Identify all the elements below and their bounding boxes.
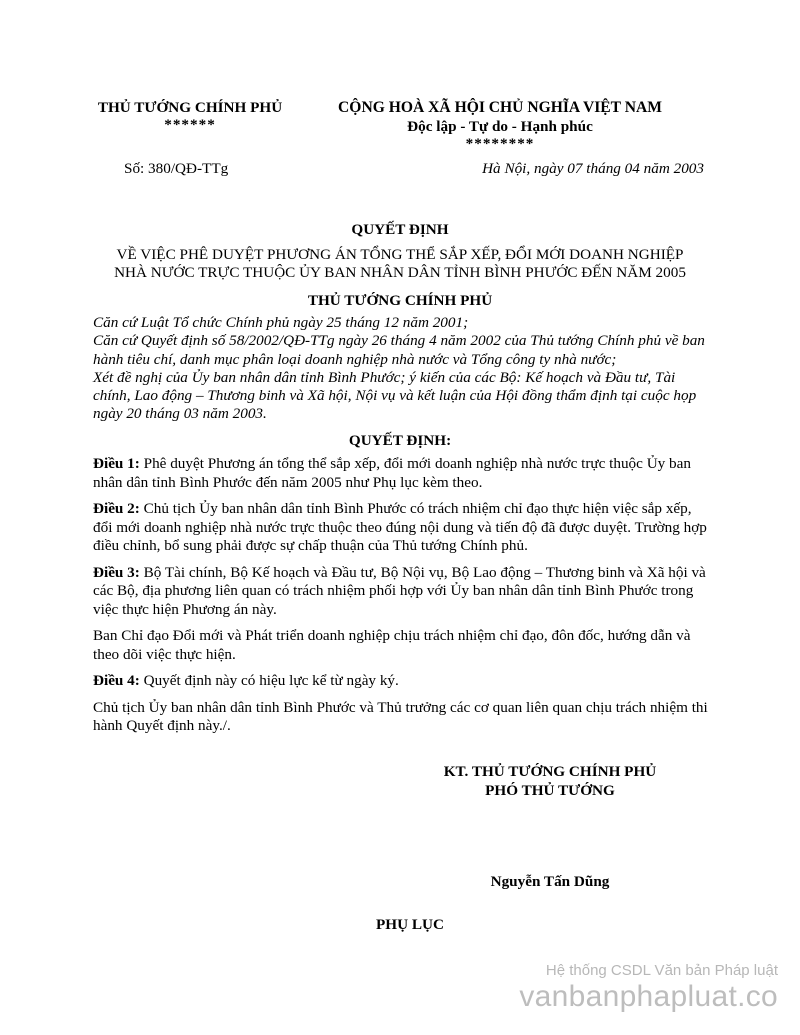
article-text: Bộ Tài chính, Bộ Kế hoạch và Đầu tư, Bộ Nội vụ, Bộ Lao động – Thương binh và Xã hội và các Bộ, địa phương liên quan có trách nhiệm phối hợp với Ủy ban nhân dân tỉnh Bình Phước trong việc thực hiện Phương án này. <box>93 563 706 618</box>
article-text: Ban Chỉ đạo Đổi mới và Phát triển doanh nghiệp chịu trách nhiệm chỉ đạo, đôn đốc, hướng dẫn và theo dõi việc thực hiện. <box>93 627 691 663</box>
watermark <box>519 962 778 1014</box>
signature-position: PHÓ THỦ TƯỚNG <box>485 782 615 799</box>
article-label: Điều 3: <box>93 563 140 581</box>
article-4 <box>93 672 713 691</box>
document-number: Số: 380/QĐ-TTg <box>124 160 229 177</box>
subject-line-2: NHÀ NƯỚC TRỰC THUỘC ỦY BAN NHÂN DÂN TỈNH BÌNH PHƯỚC ĐẾN NĂM 2005 <box>114 264 686 281</box>
articles <box>93 455 713 744</box>
issuer-name: THỦ TƯỚNG CHÍNH PHỦ <box>97 99 283 116</box>
watermark-line-2: vanbanphapluat.co <box>519 980 778 1013</box>
legal-bases <box>93 314 713 424</box>
decide-heading: QUYẾT ĐỊNH: <box>348 432 452 449</box>
article-3 <box>93 564 713 620</box>
article-text: Chủ tịch Ủy ban nhân dân tỉnh Bình Phước có trách nhiệm chỉ đạo thực hiện việc sắp xếp, đổi mới doanh nghiệp nhà nước trực thuộc theo đúng nội dung và tiến độ đã được duyệt. Trường hợp điều chỉnh, bổ sung phải được sự chấp thuận của Thủ tướng Chính phủ. <box>93 500 707 554</box>
authority-heading: THỦ TƯỚNG CHÍNH PHỦ <box>307 292 493 309</box>
article-text: Quyết định này có hiệu lực kể từ ngày ký. <box>139 672 399 689</box>
watermark-line-1: Hệ thống CSDL Văn bản Pháp luật <box>545 962 778 979</box>
article-text: Chủ tịch Ủy ban nhân dân tỉnh Bình Phước và Thủ trưởng các cơ quan liên quan chịu trách nhiệm thi hành Quyết định này./. <box>93 698 708 734</box>
nation-block <box>300 98 700 151</box>
motto-stars: ******** <box>465 135 535 152</box>
article-label: Điều 2: <box>93 500 140 517</box>
issuer-block <box>60 98 320 132</box>
nation-title: CỘNG HOÀ XÃ HỘI CHỦ NGHĨA VIỆT NAM <box>338 99 662 116</box>
title-block <box>60 220 740 310</box>
document-type: QUYẾT ĐỊNH <box>351 221 449 238</box>
article-1 <box>93 455 713 492</box>
signer-name: Nguyễn Tấn Dũng <box>490 873 610 890</box>
appendix-title: PHỤ LỤC <box>376 916 444 933</box>
basis-item: Căn cứ Luật Tổ chức Chính phủ ngày 25 tháng 12 năm 2001; <box>93 314 469 331</box>
article-2 <box>93 500 713 556</box>
signature-block <box>390 762 710 800</box>
article-label: Điều 4: <box>93 672 140 689</box>
subject-line-1: VỀ VIỆC PHÊ DUYỆT PHƯƠNG ÁN TỔNG THỂ SẮP XẾP, ĐỔI MỚI DOANH NGHIỆP <box>116 246 684 263</box>
document-date: Hà Nội, ngày 07 tháng 04 năm 2003 <box>482 160 704 177</box>
signature-title: KT. THỦ TƯỚNG CHÍNH PHỦ <box>443 763 657 780</box>
article-text: Phê duyệt Phương án tổng thể sắp xếp, đổi mới doanh nghiệp nhà nước trực thuộc Ủy ban nhân dân tỉnh Bình Phước đến năm 2005 như Phụ lục kèm theo. <box>93 455 691 491</box>
execution-paragraph <box>93 699 713 736</box>
basis-item: Căn cứ Quyết định số 58/2002/QĐ-TTg ngày 26 tháng 4 năm 2002 của Thủ tướng Chính phủ về ban hành tiêu chí, danh mục phân loại doanh nghiệp nhà nước và Tổng công ty nhà nước; <box>93 332 705 368</box>
basis-item: Xét đề nghị của Ủy ban nhân dân tỉnh Bình Phước; ý kiến của các Bộ: Kế hoạch và Đầu tư, Tài chính, Lao động – Thương binh và Xã hội, Nội vụ và kết luận của Hội đồng thẩm định tại cuộc họp ngày 20 tháng 03 năm 2003. <box>93 368 697 423</box>
article-label: Điều 1: <box>93 455 140 472</box>
motto: Độc lập - Tự do - Hạnh phúc <box>407 118 593 135</box>
issuer-stars: ****** <box>164 116 216 133</box>
article-3-paragraph <box>93 627 713 664</box>
